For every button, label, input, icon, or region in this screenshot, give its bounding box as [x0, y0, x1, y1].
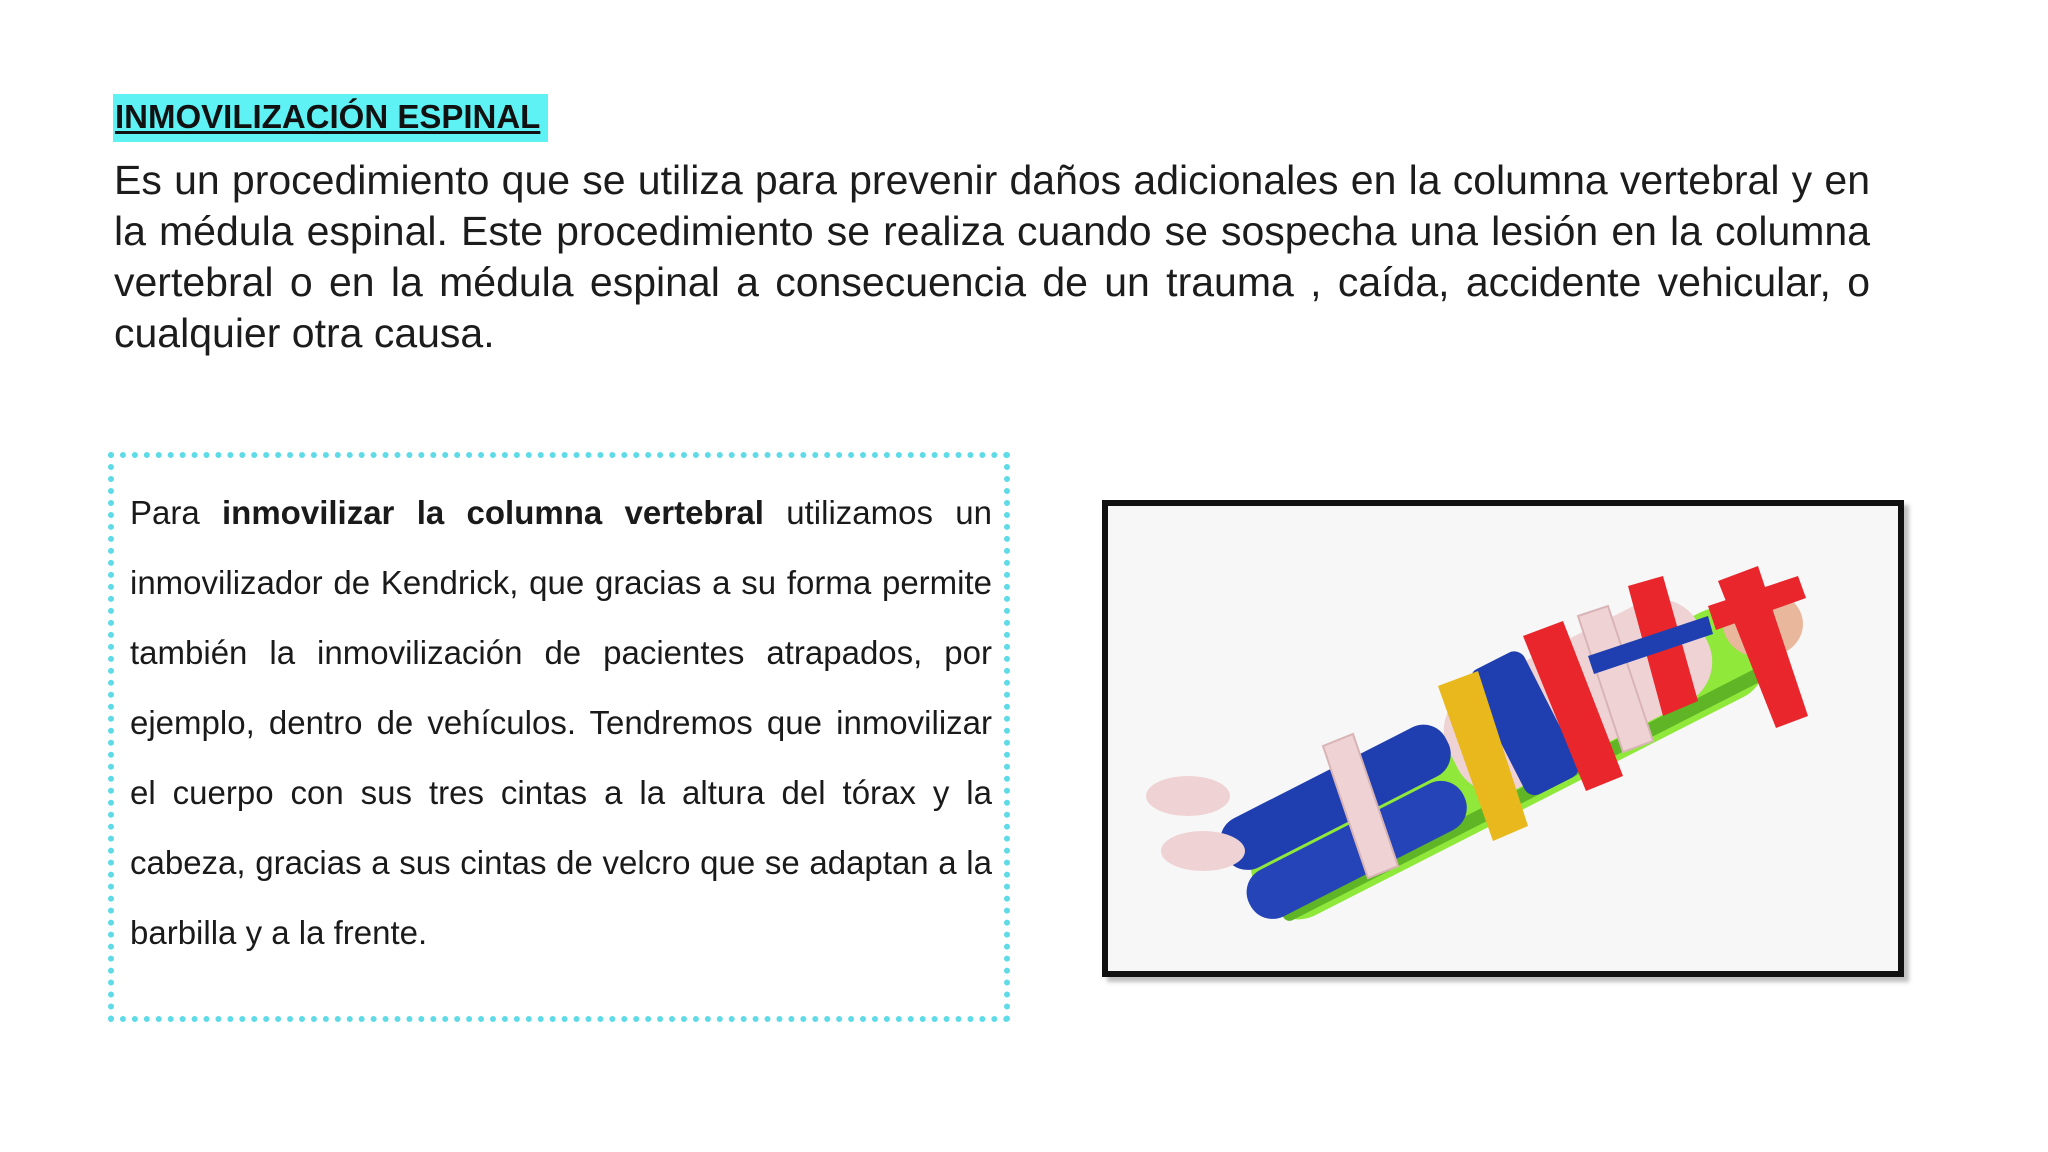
slide-title: INMOVILIZACIÓN ESPINAL — [113, 94, 548, 142]
paragraph-bold-phrase: inmovilizar la columna vertebral — [222, 494, 764, 531]
immobilization-photo — [1102, 500, 1904, 977]
patient-foot-bottom — [1161, 831, 1245, 871]
paragraph-text-start: Para — [130, 494, 223, 531]
patient-foot-top — [1146, 776, 1230, 816]
paragraph-text-rest: utilizamos un inmovilizador de Kendrick, que gracias a su forma permite también la inmovilización de pacientes atrapados, por ejemplo, dentro de vehículos. Tendremos que inmovilizar el cuerpo con sus tres cintas a la altura del tórax y la cabeza, gracias a sus cintas de velcro que se adaptan a la barbilla y a la frente. — [130, 494, 992, 951]
intro-paragraph: Es un procedimiento que se utiliza para prevenir daños adicionales en la columna vertebral y en la médula espinal. Este procedimiento se realiza cuando se sospecha una lesión en la columna vertebral o en la médula espinal a consecuencia de un trauma , caída, accidente vehicular, o cualquier otra causa. — [114, 157, 1870, 356]
spinal-board-illustration — [1108, 506, 1898, 971]
kendrick-paragraph — [130, 478, 992, 968]
kendrick-textbox — [108, 452, 1010, 1022]
